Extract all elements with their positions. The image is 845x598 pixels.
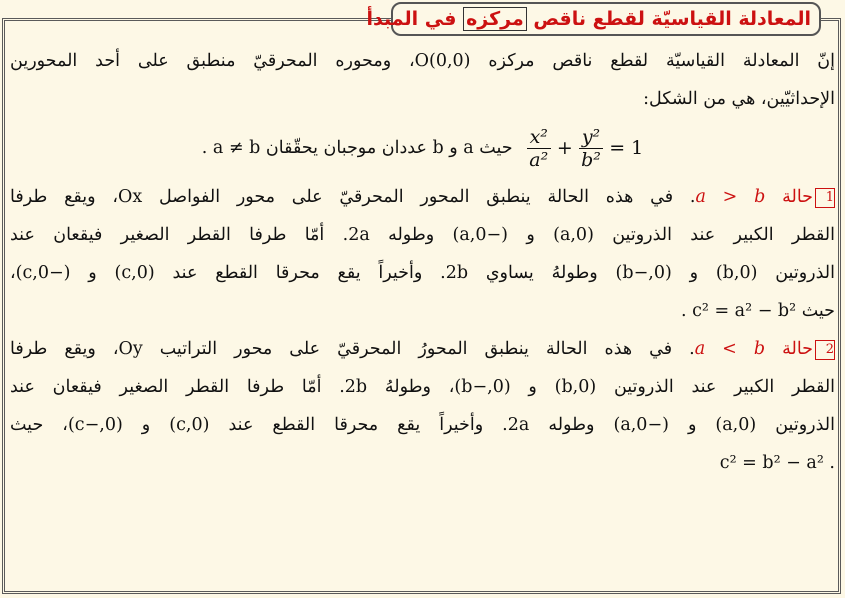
case1-text-1: . في هذه الحالة ينطبق المحور المحرقيّ على محور الفواصل Ox، ويقع طرفا xyxy=(10,187,696,207)
plus-sign: + xyxy=(556,137,573,159)
y-fraction xyxy=(579,126,603,171)
y-denominator: b² xyxy=(581,148,601,171)
title-boxed-word: مركزه xyxy=(463,7,527,31)
title-part1: المعادلة القياسيّة لقطع ناقص xyxy=(533,8,811,30)
case1-condition: a > b xyxy=(695,187,766,207)
x-denominator: a² xyxy=(529,148,549,171)
x-numerator: x² xyxy=(527,126,551,149)
case2-condition: a < b xyxy=(694,339,766,359)
equation-rhs: = 1 xyxy=(609,137,644,159)
case2-line-3: الذروتين (a,0) و (−a,0) وطوله 2a. وأخيراً يقع محرقا القطع عند (0,c) و (0,−c)، حيث xyxy=(10,415,835,435)
y-numerator: y² xyxy=(579,126,603,149)
document-body xyxy=(10,42,835,482)
case1-line-4: حيث c² = a² − b² . xyxy=(680,301,835,321)
case2-text-1: . في هذه الحالة ينطبق المحورُ المحرقيّ على محور التراتيب Oy، ويقع طرفا xyxy=(10,339,695,359)
x-fraction xyxy=(527,126,551,171)
ellipse-equation xyxy=(10,118,835,178)
case1-line-2: القطر الكبير عند الذروتين (a,0) و (−a,0) وطوله 2a. أمّا طرفا القطر الصغير فيقعان عند xyxy=(10,225,835,245)
intro-line-2: الإحداثيّين، هي من الشكل: xyxy=(643,89,835,109)
case1-line-3: الذروتين (0,b) و (0,−b) وطولهُ يساوي 2b. وأخيراً يقع محرقا القطع عند (c,0) و (−c,0)، xyxy=(10,263,835,283)
case1-number-badge: 1 xyxy=(815,188,835,208)
case2-line-4: . c² = b² − a² xyxy=(719,453,835,473)
case2-line-1 xyxy=(10,330,835,368)
intro-line-1: إنّ المعادلة القياسيّة لقطع ناقص مركزه O(0,0)، ومحوره المحرقيّ منطبق على أحد المحورين xyxy=(10,51,836,71)
equation xyxy=(527,126,644,171)
title-part2: في المبدأ xyxy=(366,8,457,30)
section-title xyxy=(366,2,821,36)
case2-number-badge: 2 xyxy=(815,340,835,360)
case1-line-1 xyxy=(10,178,835,216)
case2-label: حالة xyxy=(782,339,813,359)
case1-label: حالة xyxy=(782,187,813,207)
case2-line-2: القطر الكبير عند الذروتين (0,b) و (0,−b)، وطولهُ 2b. أمّا طرفا القطر الصغير فيقعان عند xyxy=(10,377,836,397)
equation-condition: حيث a و b عددان موجبان يحقّقان a ≠ b . xyxy=(201,138,513,158)
